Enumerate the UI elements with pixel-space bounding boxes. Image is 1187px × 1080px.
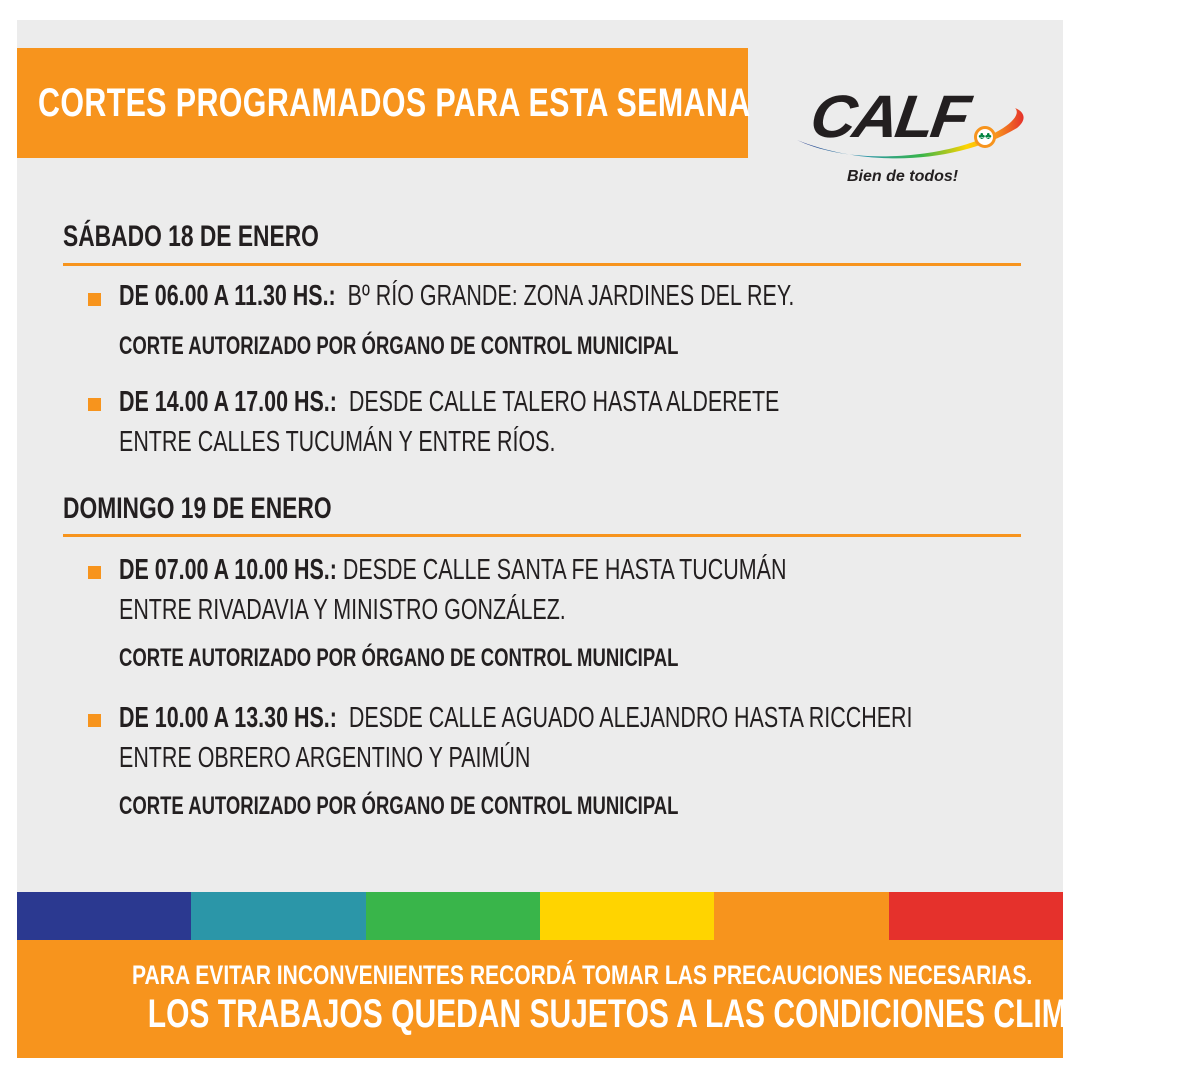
bullet-icon xyxy=(88,293,101,306)
schedule-location: DESDE CALLE TALERO HASTA ALDERETE xyxy=(348,386,780,418)
calf-logo xyxy=(777,72,1037,192)
color-stripes xyxy=(17,892,1063,940)
schedule-location-cont: ENTRE RIVADAVIA Y MINISTRO GONZÁLEZ. xyxy=(119,594,566,626)
bullet-icon xyxy=(88,566,101,579)
schedule-line xyxy=(119,554,786,587)
schedule-line xyxy=(119,386,779,419)
tree-badge-icon xyxy=(974,126,996,148)
day-title-saturday: SÁBADO 18 DE ENERO xyxy=(63,220,319,253)
stripe-teal xyxy=(191,892,365,940)
bullet-icon xyxy=(88,714,101,727)
schedule-time: DE 14.00 A 17.00 HS.: xyxy=(119,386,337,418)
schedule-location-cont: ENTRE CALLES TUCUMÁN Y ENTRE RÍOS. xyxy=(119,426,556,458)
schedule-time: DE 06.00 A 11.30 HS.: xyxy=(119,280,336,312)
announcement-card xyxy=(17,20,1187,1058)
schedule-location-cont: ENTRE OBRERO ARGENTINO Y PAIMÚN xyxy=(119,742,531,774)
stripe-blue xyxy=(17,892,191,940)
bullet-icon xyxy=(88,398,101,411)
authorization-note: CORTE AUTORIZADO POR ÓRGANO DE CONTROL MUNICIPAL xyxy=(119,644,679,672)
footer-precaution: PARA EVITAR INCONVENIENTES RECORDÁ TOMAR LAS PRECAUCIONES NECESARIAS. xyxy=(132,960,1033,990)
stripe-green xyxy=(366,892,540,940)
schedule-location: DESDE CALLE AGUADO ALEJANDRO HASTA RICCHERI xyxy=(348,702,913,734)
tree-badge-glyph: ♣♣ xyxy=(978,131,992,142)
footer-weather-notice: LOS TRABAJOS QUEDAN SUJETOS A LAS CONDICIONES CLIMÁTICAS. xyxy=(147,992,1187,1036)
day-title-sunday: DOMINGO 19 DE ENERO xyxy=(63,492,332,525)
logo-wordmark: CALF xyxy=(806,83,972,150)
page-title: CORTES PROGRAMADOS PARA ESTA SEMANA xyxy=(38,80,751,125)
stripe-red xyxy=(889,892,1063,940)
day-divider xyxy=(63,263,1021,266)
authorization-note: CORTE AUTORIZADO POR ÓRGANO DE CONTROL MUNICIPAL xyxy=(119,332,679,360)
schedule-time: DE 07.00 A 10.00 HS.: xyxy=(119,554,337,586)
stripe-orange xyxy=(714,892,888,940)
schedule-time: DE 10.00 A 13.30 HS.: xyxy=(119,702,337,734)
logo-tagline: Bien de todos! xyxy=(847,168,959,185)
authorization-note: CORTE AUTORIZADO POR ÓRGANO DE CONTROL MUNICIPAL xyxy=(119,792,679,820)
schedule-line xyxy=(119,280,794,313)
footer-banner xyxy=(17,940,1187,1058)
title-banner xyxy=(17,48,751,158)
schedule-line xyxy=(119,702,912,735)
schedule-location: Bº RÍO GRANDE: ZONA JARDINES DEL REY. xyxy=(347,280,795,312)
schedule-location: DESDE CALLE SANTA FE HASTA TUCUMÁN xyxy=(342,554,787,586)
stripe-yellow xyxy=(540,892,714,940)
day-divider xyxy=(63,534,1021,537)
